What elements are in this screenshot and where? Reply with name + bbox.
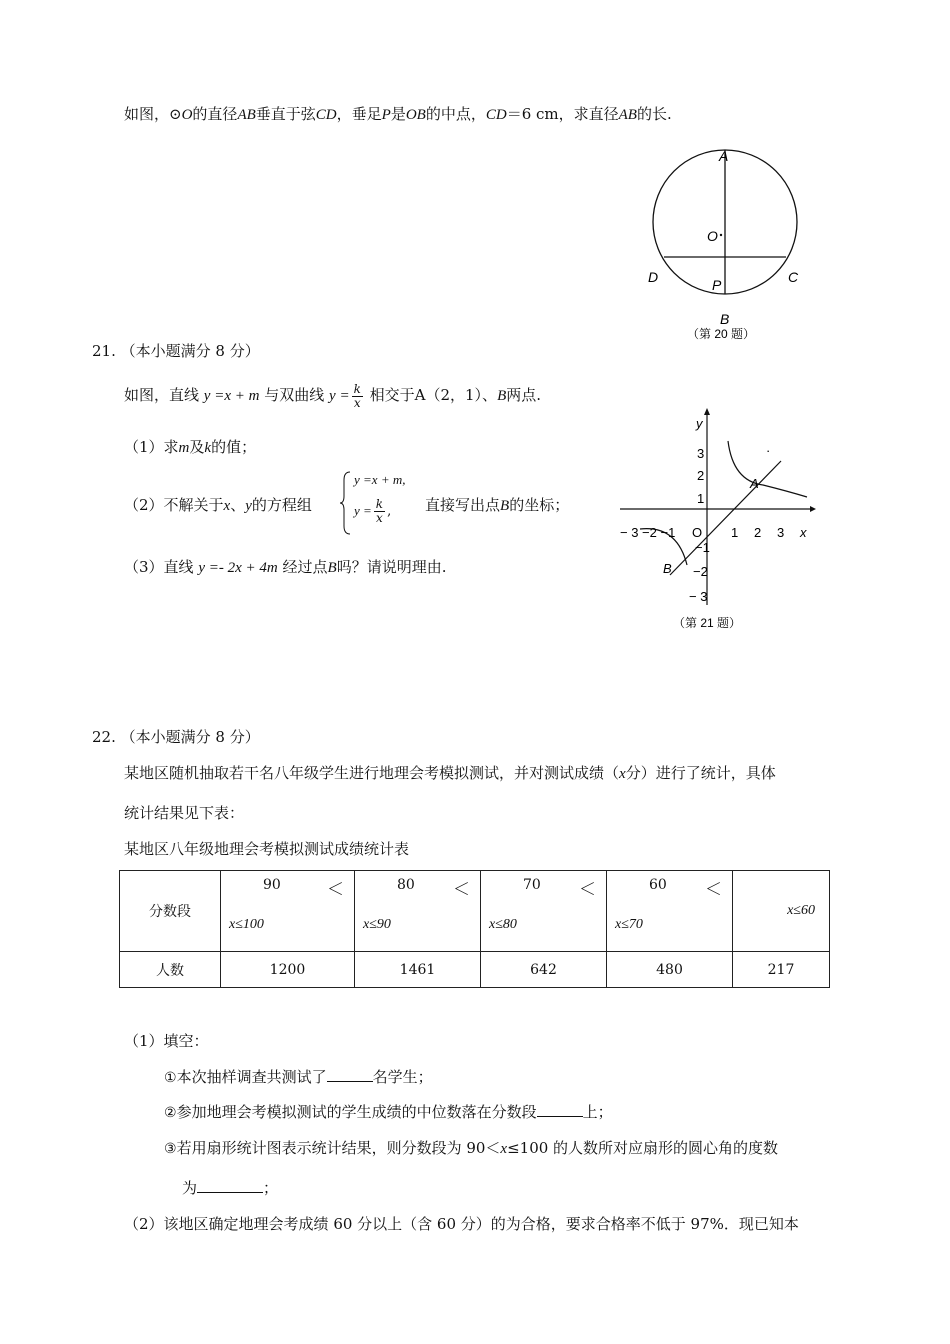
blank-3[interactable] bbox=[197, 1178, 263, 1193]
system-eq1: y =x + m, bbox=[354, 472, 406, 487]
y-tick-3: 3 bbox=[697, 446, 705, 461]
q21-part3: （3）直线 y =- 2x + 4m 经过点B吗？请说明理由. bbox=[124, 558, 447, 576]
graph-y-label: y bbox=[696, 416, 703, 431]
y-tick-1: 1 bbox=[697, 491, 705, 506]
table-title: 某地区八年级地理会考模拟测试成绩统计表 bbox=[124, 840, 410, 858]
q21-part2-text: （2）不解关于x、y的方程组 bbox=[124, 496, 312, 514]
range-cell-below-60: x≤60 bbox=[733, 871, 830, 952]
blank-1[interactable] bbox=[327, 1067, 373, 1082]
stray-dot: · bbox=[766, 443, 771, 458]
y-tick-neg3: − 3 bbox=[689, 589, 708, 604]
table-row-counts bbox=[120, 952, 830, 988]
table-row-ranges bbox=[120, 871, 830, 952]
q21-intro: 如图，直线 y =x + m 与双曲线 y = $\frac{k}{x}$ 相交于A（2，1）、B两点. bbox=[124, 381, 542, 410]
x-tick-3: 3 bbox=[777, 525, 785, 540]
graph-figure bbox=[615, 405, 820, 635]
label-c: C bbox=[788, 269, 799, 285]
header-score-range: 分数段 bbox=[120, 871, 221, 952]
score-table bbox=[119, 870, 830, 988]
x-ticks-negative: − 3 −2 −1 bbox=[620, 525, 676, 540]
system-eq2: y = $\frac{k}{x}$ , bbox=[354, 497, 392, 525]
fill-item-3-answer: 为 ； bbox=[182, 1179, 279, 1197]
y-tick-neg2: −2 bbox=[693, 564, 708, 579]
range-cell-60-70: 60 ＜ x≤70 bbox=[615, 877, 722, 932]
point-a-label: A bbox=[750, 476, 759, 491]
q21-header: 21. （本小题满分 8 分） bbox=[92, 342, 260, 360]
circle-figure bbox=[630, 140, 830, 345]
part2-text: （2）该地区确定地理会考成绩 60 分以上（含 60 分）的为合格，要求合格率不低于 97%．现已知本 bbox=[124, 1215, 799, 1233]
q21-part2-tail: 直接写出点B的坐标； bbox=[425, 496, 570, 514]
x-tick-2: 2 bbox=[754, 525, 762, 540]
fill-item-1: ①本次抽样调查共测试了 名学生； bbox=[164, 1068, 433, 1086]
fill-header: （1）填空： bbox=[124, 1032, 209, 1050]
count-cell: 1461 bbox=[355, 952, 481, 988]
fill-item-2: ②参加地理会考模拟测试的学生成绩的中位数落在分数段 上； bbox=[164, 1103, 613, 1121]
range-cell-70-80: 70 ＜ x≤80 bbox=[489, 877, 596, 932]
q21-part1: （1）求m及k的值； bbox=[124, 438, 257, 456]
blank-2[interactable] bbox=[537, 1102, 583, 1117]
count-cell: 480 bbox=[607, 952, 733, 988]
range-cell-90-100: 90 ＜ x≤100 bbox=[229, 877, 344, 932]
graph-x-label: x bbox=[800, 525, 807, 540]
label-o: O bbox=[707, 228, 718, 244]
system-brace bbox=[339, 470, 353, 536]
origin-label: O bbox=[692, 525, 703, 540]
point-b-label: B bbox=[663, 561, 672, 576]
range-cell-80-90: 80 ＜ x≤90 bbox=[363, 877, 470, 932]
center-dot bbox=[720, 234, 722, 236]
y-tick-2: 2 bbox=[697, 468, 705, 483]
fig21-caption: （第 21 题） bbox=[673, 616, 742, 630]
fig20-caption: （第 20 题） bbox=[687, 327, 756, 341]
q22-header: 22. （本小题满分 8 分） bbox=[92, 728, 260, 746]
label-d: D bbox=[648, 269, 659, 285]
fill-item-3: ③若用扇形统计图表示统计结果，则分数段为 90＜x≤100 的人数所对应扇形的圆心角的度数 bbox=[164, 1139, 779, 1157]
count-cell: 1200 bbox=[221, 952, 355, 988]
label-p: P bbox=[712, 277, 722, 293]
q22-intro-line1: 某地区随机抽取若干名八年级学生进行地理会考模拟测试，并对测试成绩（x分）进行了统计，具体 bbox=[124, 764, 776, 782]
header-count: 人数 bbox=[120, 952, 221, 988]
line-graph bbox=[670, 461, 781, 575]
label-b: B bbox=[720, 311, 730, 327]
label-a: A bbox=[719, 148, 729, 164]
y-tick-neg1: −1 bbox=[695, 540, 710, 555]
q20-text: 如图，⊙O的直径AB垂直于弦CD，垂足P是OB的中点，CD＝6 cm，求直径AB的长. bbox=[124, 105, 672, 123]
x-axis-arrow bbox=[810, 506, 816, 512]
y-axis-arrow bbox=[704, 408, 710, 415]
count-cell: 217 bbox=[733, 952, 830, 988]
count-cell: 642 bbox=[481, 952, 607, 988]
x-tick-1: 1 bbox=[731, 525, 739, 540]
q22-intro-line2: 统计结果见下表： bbox=[124, 804, 245, 822]
